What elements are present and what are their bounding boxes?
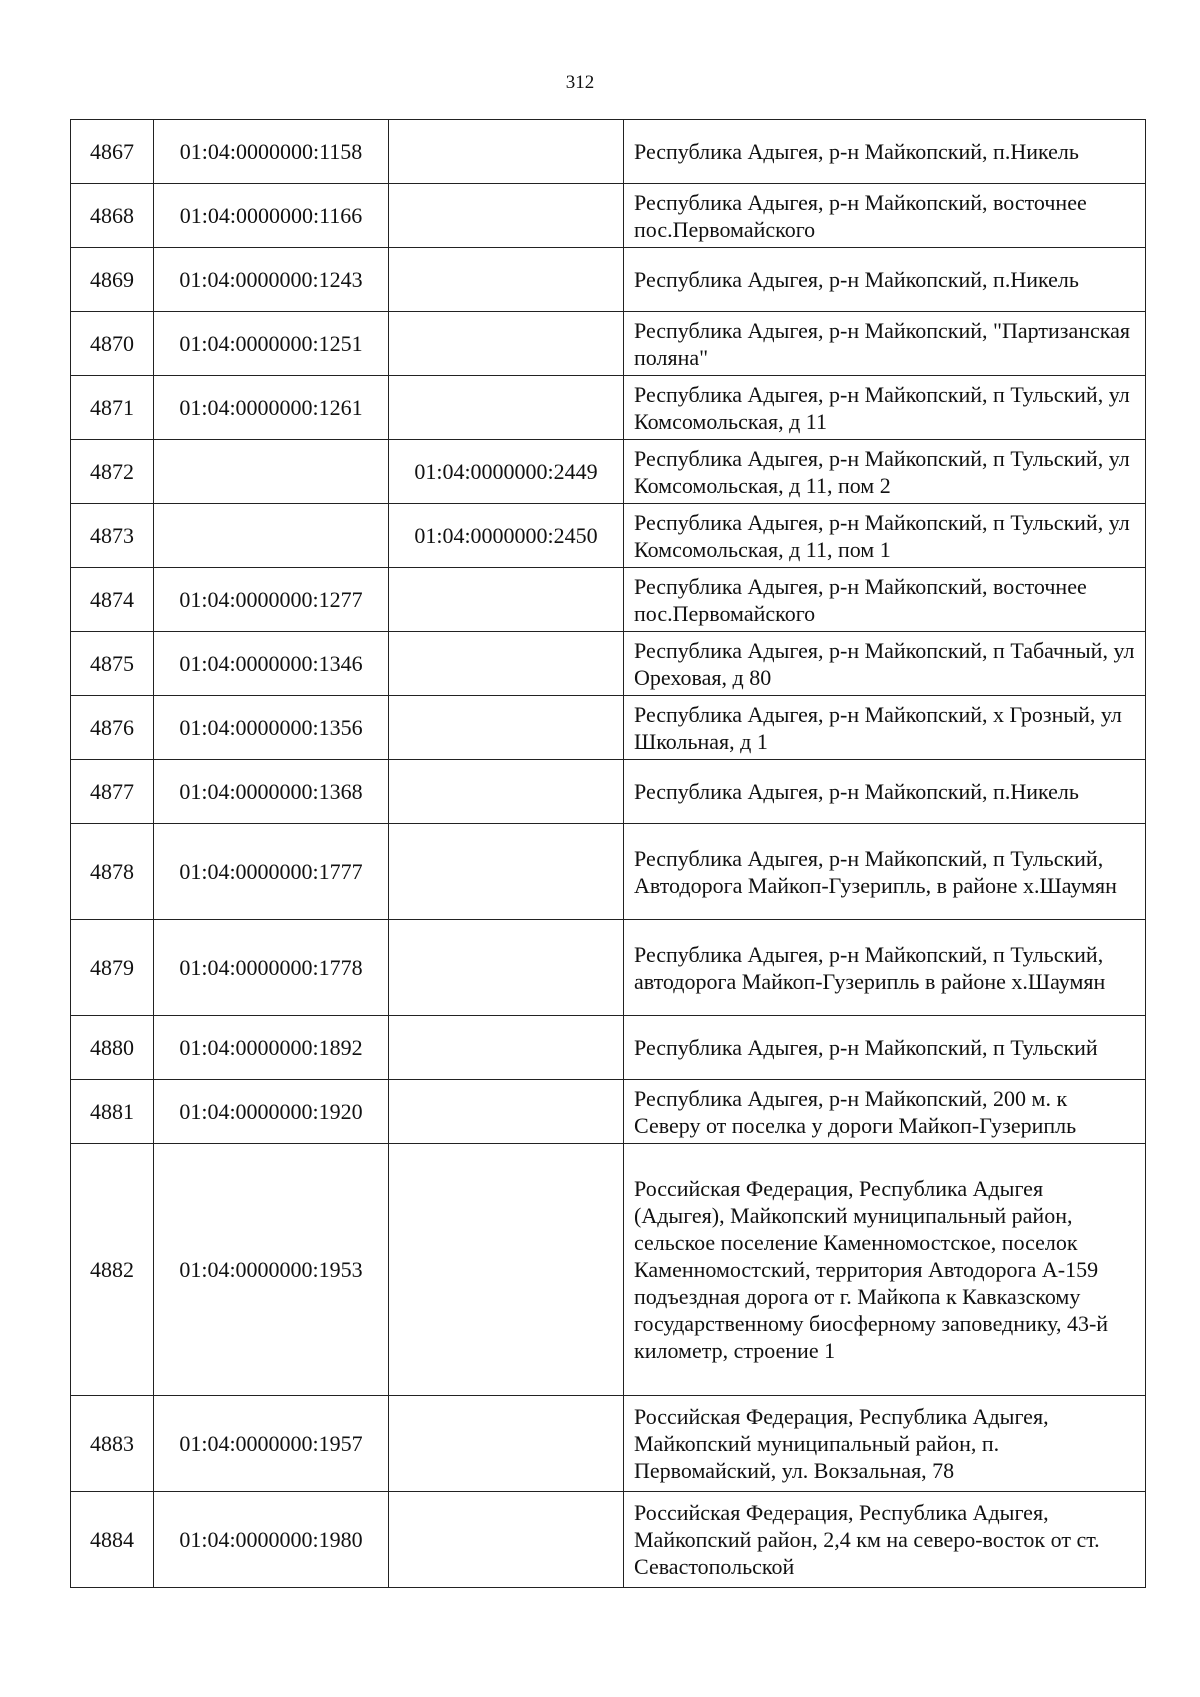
sub-cadastral-number bbox=[389, 568, 624, 632]
table-row bbox=[71, 1016, 1146, 1080]
cadastral-number: 01:04:0000000:1777 bbox=[154, 824, 389, 920]
cadastral-number bbox=[154, 504, 389, 568]
table-row bbox=[71, 568, 1146, 632]
row-number: 4883 bbox=[71, 1396, 154, 1492]
row-number: 4874 bbox=[71, 568, 154, 632]
cadastral-number: 01:04:0000000:1346 bbox=[154, 632, 389, 696]
row-number: 4876 bbox=[71, 696, 154, 760]
address: Республика Адыгея, р-н Майкопский, п Тульский, ул Комсомольская, д 11, пом 1 bbox=[624, 504, 1146, 568]
sub-cadastral-number: 01:04:0000000:2450 bbox=[389, 504, 624, 568]
cadastral-number: 01:04:0000000:1957 bbox=[154, 1396, 389, 1492]
sub-cadastral-number bbox=[389, 632, 624, 696]
sub-cadastral-number bbox=[389, 920, 624, 1016]
row-number: 4873 bbox=[71, 504, 154, 568]
cadastral-number: 01:04:0000000:1778 bbox=[154, 920, 389, 1016]
table-row bbox=[71, 920, 1146, 1016]
cadastral-number: 01:04:0000000:1261 bbox=[154, 376, 389, 440]
row-number: 4881 bbox=[71, 1080, 154, 1144]
address: Российская Федерация, Республика Адыгея (Адыгея), Майкопский муниципальный район, сельское поселение Каменномостское, поселок Каменномостский, территория Автодорога А-159 подъездная дорога от г. Майкопа к Кавказскому государственному биосферному заповеднику, 43-й километр, строение 1 bbox=[624, 1144, 1146, 1396]
row-number: 4870 bbox=[71, 312, 154, 376]
property-table bbox=[70, 119, 1146, 1588]
cadastral-number bbox=[154, 440, 389, 504]
sub-cadastral-number bbox=[389, 1016, 624, 1080]
table-row bbox=[71, 184, 1146, 248]
table-row bbox=[71, 1080, 1146, 1144]
table-row bbox=[71, 1144, 1146, 1396]
table-row bbox=[71, 312, 1146, 376]
row-number: 4878 bbox=[71, 824, 154, 920]
address: Республика Адыгея, р-н Майкопский, "Партизанская поляна" bbox=[624, 312, 1146, 376]
cadastral-number: 01:04:0000000:1158 bbox=[154, 120, 389, 184]
cadastral-number: 01:04:0000000:1953 bbox=[154, 1144, 389, 1396]
row-number: 4869 bbox=[71, 248, 154, 312]
row-number: 4882 bbox=[71, 1144, 154, 1396]
sub-cadastral-number bbox=[389, 696, 624, 760]
table-row bbox=[71, 1396, 1146, 1492]
row-number: 4884 bbox=[71, 1492, 154, 1588]
address: Республика Адыгея, р-н Майкопский, х Грозный, ул Школьная, д 1 bbox=[624, 696, 1146, 760]
address: Республика Адыгея, р-н Майкопский, восточнее пос.Первомайского bbox=[624, 184, 1146, 248]
address: Республика Адыгея, р-н Майкопский, п Тульский, ул Комсомольская, д 11 bbox=[624, 376, 1146, 440]
table-row bbox=[71, 504, 1146, 568]
address: Республика Адыгея, р-н Майкопский, восточнее пос.Первомайского bbox=[624, 568, 1146, 632]
sub-cadastral-number bbox=[389, 376, 624, 440]
cadastral-number: 01:04:0000000:1243 bbox=[154, 248, 389, 312]
address: Российская Федерация, Республика Адыгея, Майкопский район, 2,4 км на северо-восток от ст. Севастопольской bbox=[624, 1492, 1146, 1588]
address: Республика Адыгея, р-н Майкопский, п Тульский bbox=[624, 1016, 1146, 1080]
table-row bbox=[71, 440, 1146, 504]
cadastral-number: 01:04:0000000:1920 bbox=[154, 1080, 389, 1144]
sub-cadastral-number bbox=[389, 248, 624, 312]
sub-cadastral-number bbox=[389, 1144, 624, 1396]
table-row bbox=[71, 632, 1146, 696]
row-number: 4880 bbox=[71, 1016, 154, 1080]
sub-cadastral-number bbox=[389, 824, 624, 920]
address: Республика Адыгея, р-н Майкопский, п Тульский, Автодорога Майкоп-Гузерипль, в районе х.Шаумян bbox=[624, 824, 1146, 920]
sub-cadastral-number bbox=[389, 312, 624, 376]
row-number: 4875 bbox=[71, 632, 154, 696]
table-row bbox=[71, 376, 1146, 440]
address: Республика Адыгея, р-н Майкопский, п Табачный, ул Ореховая, д 80 bbox=[624, 632, 1146, 696]
row-number: 4867 bbox=[71, 120, 154, 184]
sub-cadastral-number bbox=[389, 760, 624, 824]
table-row bbox=[71, 696, 1146, 760]
table-row bbox=[71, 760, 1146, 824]
cadastral-number: 01:04:0000000:1892 bbox=[154, 1016, 389, 1080]
cadastral-number: 01:04:0000000:1356 bbox=[154, 696, 389, 760]
row-number: 4871 bbox=[71, 376, 154, 440]
address: Республика Адыгея, р-н Майкопский, п.Никель bbox=[624, 248, 1146, 312]
row-number: 4872 bbox=[71, 440, 154, 504]
address: Республика Адыгея, р-н Майкопский, п Тульский, автодорога Майкоп-Гузерипль в районе х.Шаумян bbox=[624, 920, 1146, 1016]
sub-cadastral-number bbox=[389, 184, 624, 248]
address: Республика Адыгея, р-н Майкопский, 200 м. к Северу от поселка у дороги Майкоп-Гузерипль bbox=[624, 1080, 1146, 1144]
sub-cadastral-number: 01:04:0000000:2449 bbox=[389, 440, 624, 504]
cadastral-number: 01:04:0000000:1980 bbox=[154, 1492, 389, 1588]
row-number: 4877 bbox=[71, 760, 154, 824]
cadastral-number: 01:04:0000000:1251 bbox=[154, 312, 389, 376]
table-row bbox=[71, 1492, 1146, 1588]
row-number: 4879 bbox=[71, 920, 154, 1016]
table-row bbox=[71, 248, 1146, 312]
table-row bbox=[71, 824, 1146, 920]
cadastral-number: 01:04:0000000:1166 bbox=[154, 184, 389, 248]
address: Республика Адыгея, р-н Майкопский, п.Никель bbox=[624, 760, 1146, 824]
address: Российская Федерация, Республика Адыгея, Майкопский муниципальный район, п. Первомайский, ул. Вокзальная, 78 bbox=[624, 1396, 1146, 1492]
address: Республика Адыгея, р-н Майкопский, п Тульский, ул Комсомольская, д 11, пом 2 bbox=[624, 440, 1146, 504]
address: Республика Адыгея, р-н Майкопский, п.Никель bbox=[624, 120, 1146, 184]
table-row bbox=[71, 120, 1146, 184]
sub-cadastral-number bbox=[389, 1396, 624, 1492]
page-number: 312 bbox=[565, 72, 595, 93]
cadastral-number: 01:04:0000000:1368 bbox=[154, 760, 389, 824]
sub-cadastral-number bbox=[389, 120, 624, 184]
row-number: 4868 bbox=[71, 184, 154, 248]
sub-cadastral-number bbox=[389, 1080, 624, 1144]
cadastral-number: 01:04:0000000:1277 bbox=[154, 568, 389, 632]
sub-cadastral-number bbox=[389, 1492, 624, 1588]
